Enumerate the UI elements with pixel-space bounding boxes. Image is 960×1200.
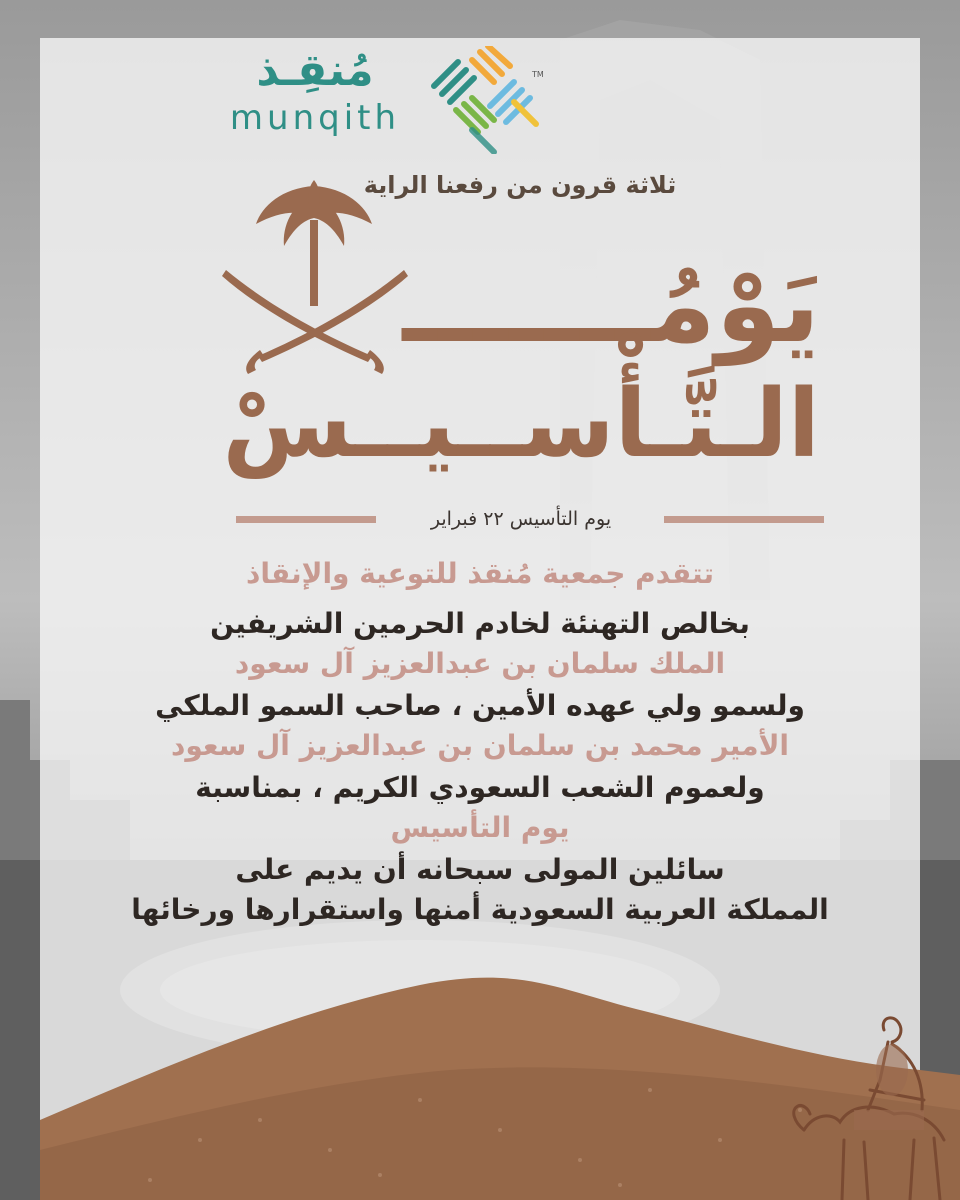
trademark-symbol: TM	[532, 70, 544, 79]
message-line-2: بخالص التهنئة لخادم الحرمين الشريفين	[210, 607, 750, 640]
logo-english: munqith	[229, 98, 401, 138]
title-line-1: يَوْمُـــــــ	[402, 244, 820, 366]
message-line-6: ولعموم الشعب السعودي الكريم ، بمناسبة	[195, 771, 765, 804]
camel-rider-icon	[784, 1010, 960, 1200]
munqith-logo-icon	[428, 46, 544, 154]
message-line-9: المملكة العربية السعودية أمنها واستقرارها ورخائها	[131, 893, 829, 926]
message-line-1: تتقدم جمعية مُنقذ للتوعية والإنقاذ	[246, 557, 714, 590]
palm-swords-emblem-icon	[222, 180, 408, 376]
tagline: ثلاثة قرون من رفعنا الراية	[363, 171, 677, 199]
message-line-4: ولسمو ولي عهده الأمين ، صاحب السمو الملكي	[155, 689, 805, 722]
message-line-7: يوم التأسيس	[390, 811, 570, 844]
message-line-3: الملك سلمان بن عبدالعزيز آل سعود	[234, 647, 726, 680]
logo-arabic: مُنقِـذ	[256, 45, 374, 96]
title-line-2: الـتَّـأْســيــسْ	[222, 370, 820, 479]
date-rule-right	[664, 516, 824, 523]
date-rule-left	[236, 516, 376, 523]
message-line-8: سائلين المولى سبحانه أن يديم على	[235, 853, 725, 886]
message-line-5: الأمير محمد بن سلمان بن عبدالعزيز آل سعود	[170, 729, 790, 762]
date-line: يوم التأسيس ٢٢ فبراير	[430, 508, 612, 530]
